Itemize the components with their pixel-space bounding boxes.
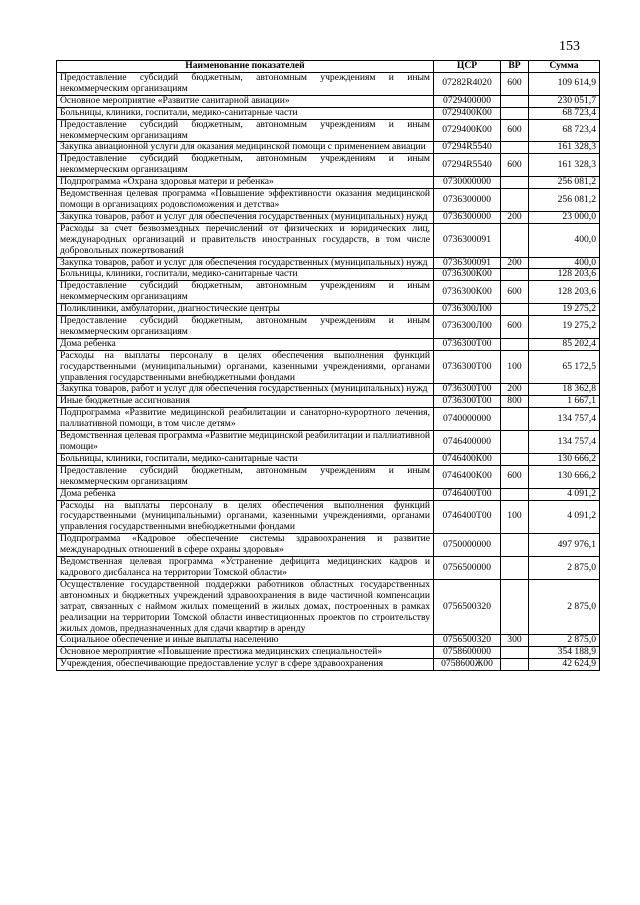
row-vr-code: [501, 304, 529, 316]
row-csr-code: 0736300Т00: [434, 350, 501, 384]
row-sum: 19 275,2: [529, 304, 600, 316]
row-name: Закупка товаров, работ и услуг для обеспечения государственных (муниципальных) нужд: [57, 384, 434, 396]
table-row: [57, 500, 600, 534]
row-name: Основное мероприятие «Развитие санитарной авиации»: [57, 95, 434, 107]
row-sum: 2 875,0: [529, 635, 600, 647]
row-vr-code: [501, 579, 529, 635]
row-csr-code: 0758600Ж00: [434, 659, 501, 671]
row-csr-code: 0758600000: [434, 647, 501, 659]
row-vr-code: 200: [501, 257, 529, 269]
row-vr-code: [501, 269, 529, 281]
table-row: [57, 154, 600, 177]
row-name: Дома ребенка: [57, 488, 434, 500]
row-name: Предоставление субсидий бюджетным, автономным учреждениям и иным некоммерческим организациям: [57, 281, 434, 304]
row-csr-code: 0750000000: [434, 534, 501, 557]
row-csr-code: 0756500320: [434, 579, 501, 635]
row-name: Больницы, клиники, госпитали, медико-санитарные части: [57, 453, 434, 465]
row-sum: 128 203,6: [529, 281, 600, 304]
table-row: [57, 304, 600, 316]
table-row: [57, 177, 600, 189]
row-csr-code: 0736300К00: [434, 269, 501, 281]
row-vr-code: [501, 431, 529, 454]
row-vr-code: [501, 557, 529, 580]
row-sum: 256 081,2: [529, 189, 600, 212]
row-csr-code: 07282R4020: [434, 73, 501, 96]
table-row: [57, 95, 600, 107]
row-csr-code: 07294R5540: [434, 142, 501, 154]
row-sum: 23 000,0: [529, 211, 600, 223]
row-name: Подпрограмма «Развитие медицинской реабилитации и санаторно-курортного лечения, паллиативной помощи, в том числе детям»: [57, 408, 434, 431]
row-sum: 161 328,3: [529, 142, 600, 154]
row-sum: 130 666,2: [529, 465, 600, 488]
row-sum: 400,0: [529, 257, 600, 269]
row-name: Предоставление субсидий бюджетным, автономным учреждениям и иным некоммерческим организациям: [57, 154, 434, 177]
row-name: Предоставление субсидий бюджетным, автономным учреждениям и иным некоммерческим организациям: [57, 465, 434, 488]
row-sum: 2 875,0: [529, 579, 600, 635]
row-name: Подпрограмма «Кадровое обеспечение системы здравоохранения и развитие международных отношений в сфере охраны здоровья»: [57, 534, 434, 557]
table-row: [57, 431, 600, 454]
row-sum: 4 091,2: [529, 500, 600, 534]
row-csr-code: 0740000000: [434, 408, 501, 431]
row-csr-code: 0730000000: [434, 177, 501, 189]
row-vr-code: [501, 338, 529, 350]
row-vr-code: 200: [501, 211, 529, 223]
row-name: Иные бюджетные ассигнования: [57, 396, 434, 408]
row-sum: 68 723,4: [529, 119, 600, 142]
row-csr-code: 0736300091: [434, 223, 501, 257]
row-vr-code: 100: [501, 500, 529, 534]
row-csr-code: 0736300Л00: [434, 304, 501, 316]
row-csr-code: 07294R5540: [434, 154, 501, 177]
row-sum: 18 362,8: [529, 384, 600, 396]
row-name: Больницы, клиники, госпитали, медико-санитарные части: [57, 107, 434, 119]
row-sum: 161 328,3: [529, 154, 600, 177]
row-sum: 256 081,2: [529, 177, 600, 189]
row-vr-code: 300: [501, 635, 529, 647]
row-csr-code: 0756500000: [434, 557, 501, 580]
row-sum: 109 614,9: [529, 73, 600, 96]
row-vr-code: 200: [501, 384, 529, 396]
row-vr-code: 600: [501, 316, 529, 339]
row-name: Закупка товаров, работ и услуг для обеспечения государственных (муниципальных) нужд: [57, 211, 434, 223]
table-row: [57, 257, 600, 269]
row-csr-code: 0746400Т00: [434, 500, 501, 534]
row-sum: 134 757,4: [529, 431, 600, 454]
row-name: Предоставление субсидий бюджетным, автономным учреждениям и иным некоммерческим организациям: [57, 316, 434, 339]
row-vr-code: 600: [501, 73, 529, 96]
row-csr-code: 0756500320: [434, 635, 501, 647]
row-vr-code: 600: [501, 281, 529, 304]
row-name: Ведомственная целевая программа «Повышение эффективности оказания медицинской помощи в организациях родовспоможения и детства»: [57, 189, 434, 212]
table-header-row: [57, 61, 600, 73]
header-csr: ЦСР: [434, 61, 501, 73]
row-vr-code: [501, 95, 529, 107]
row-sum: 130 666,2: [529, 453, 600, 465]
row-vr-code: 100: [501, 350, 529, 384]
budget-table: [56, 60, 600, 671]
row-sum: 230 051,7: [529, 95, 600, 107]
row-csr-code: 0746400Т00: [434, 488, 501, 500]
row-csr-code: 0736300К00: [434, 281, 501, 304]
table-row: [57, 281, 600, 304]
row-vr-code: [501, 453, 529, 465]
table-row: [57, 396, 600, 408]
row-name: Больницы, клиники, госпитали, медико-санитарные части: [57, 269, 434, 281]
table-row: [57, 223, 600, 257]
row-name: Предоставление субсидий бюджетным, автономным учреждениям и иным некоммерческим организациям: [57, 73, 434, 96]
table-row: [57, 142, 600, 154]
table-row: [57, 647, 600, 659]
table-body: [57, 73, 600, 671]
table-row: [57, 189, 600, 212]
row-sum: 42 624,9: [529, 659, 600, 671]
row-sum: 134 757,4: [529, 408, 600, 431]
row-vr-code: [501, 177, 529, 189]
table-row: [57, 408, 600, 431]
row-sum: 65 172,5: [529, 350, 600, 384]
row-sum: 354 188,9: [529, 647, 600, 659]
row-name: Подпрограмма «Охрана здоровья матери и ребенка»: [57, 177, 434, 189]
page-number: 153: [559, 39, 580, 54]
row-csr-code: 0736300000: [434, 211, 501, 223]
row-csr-code: 0736300Т00: [434, 396, 501, 408]
row-vr-code: [501, 189, 529, 212]
row-name: Ведомственная целевая программа «Устранение дефицита медицинских кадров и кадрового дисбаланса на территории Томской области»: [57, 557, 434, 580]
table-row: [57, 338, 600, 350]
row-csr-code: 0729400К00: [434, 119, 501, 142]
row-name: Ведомственная целевая программа «Развитие медицинской реабилитации и паллиативной помощи»: [57, 431, 434, 454]
row-vr-code: [501, 647, 529, 659]
row-name: Расходы на выплаты персоналу в целях обеспечения выполнения функций государственными (муниципальными) органами, казенными учреждениями, органами управления государственными внебюджетными фондами: [57, 350, 434, 384]
row-name: Поликлиники, амбулатории, диагностические центры: [57, 304, 434, 316]
row-csr-code: 0736300000: [434, 189, 501, 212]
row-vr-code: [501, 142, 529, 154]
row-vr-code: [501, 488, 529, 500]
table-row: [57, 453, 600, 465]
table-row: [57, 557, 600, 580]
row-name: Закупка авиационной услуги для оказания медицинской помощи с применением авиации: [57, 142, 434, 154]
row-csr-code: 0736300Т00: [434, 338, 501, 350]
row-vr-code: [501, 223, 529, 257]
row-csr-code: 0736300Л00: [434, 316, 501, 339]
row-sum: 497 976,1: [529, 534, 600, 557]
row-csr-code: 0736300Т00: [434, 384, 501, 396]
row-name: Осуществление государственной поддержки работников областных государственных автономных и бюджетных учреждений здравоохранения в виде частичной компенсации затрат, связанных с наймом жилых помещений в жилых домах, построенных в рамках реализации на территории Томской области инвестиционных проектов по строительству жилых домов, предназначенных для сдачи квартир в аренду: [57, 579, 434, 635]
row-sum: 4 091,2: [529, 488, 600, 500]
header-sum: Сумма: [529, 61, 600, 73]
row-name: Предоставление субсидий бюджетным, автономным учреждениям и иным некоммерческим организациям: [57, 119, 434, 142]
table-row: [57, 316, 600, 339]
table-row: [57, 73, 600, 96]
row-sum: 2 875,0: [529, 557, 600, 580]
row-vr-code: 600: [501, 154, 529, 177]
table-row: [57, 269, 600, 281]
header-name: Наименование показателей: [57, 61, 434, 73]
row-sum: 128 203,6: [529, 269, 600, 281]
row-sum: 400,0: [529, 223, 600, 257]
row-vr-code: [501, 659, 529, 671]
row-name: Расходы за счет безвозмездных перечислений от физических и юридических лиц, международных организаций и правительств иностранных государств, в том числе добровольных пожертвований: [57, 223, 434, 257]
row-vr-code: [501, 107, 529, 119]
row-sum: 85 202,4: [529, 338, 600, 350]
table-row: [57, 350, 600, 384]
row-name: Расходы на выплаты персоналу в целях обеспечения выполнения функций государственными (муниципальными) органами, казенными учреждениями, органами управления государственными внебюджетными фондами: [57, 500, 434, 534]
row-vr-code: [501, 408, 529, 431]
table-row: [57, 384, 600, 396]
row-name: Закупка товаров, работ и услуг для обеспечения государственных (муниципальных) нужд: [57, 257, 434, 269]
table-row: [57, 119, 600, 142]
row-csr-code: 0736300091: [434, 257, 501, 269]
table-row: [57, 635, 600, 647]
row-csr-code: 0746400К00: [434, 465, 501, 488]
row-vr-code: 600: [501, 119, 529, 142]
row-name: Социальное обеспечение и иные выплаты населению: [57, 635, 434, 647]
row-vr-code: 800: [501, 396, 529, 408]
row-csr-code: 0746400К00: [434, 453, 501, 465]
row-vr-code: 600: [501, 465, 529, 488]
table-row: [57, 211, 600, 223]
row-sum: 19 275,2: [529, 316, 600, 339]
row-name: Учреждения, обеспечивающие предоставление услуг в сфере здравоохранения: [57, 659, 434, 671]
row-name: Основное мероприятие «Повышение престижа медицинских специальностей»: [57, 647, 434, 659]
row-sum: 1 667,1: [529, 396, 600, 408]
row-vr-code: [501, 534, 529, 557]
row-csr-code: 0729400К00: [434, 107, 501, 119]
table-row: [57, 579, 600, 635]
row-sum: 68 723,4: [529, 107, 600, 119]
row-csr-code: 0729400000: [434, 95, 501, 107]
table-row: [57, 488, 600, 500]
table-row: [57, 465, 600, 488]
table-row: [57, 534, 600, 557]
row-csr-code: 0746400000: [434, 431, 501, 454]
header-vr: ВР: [501, 61, 529, 73]
table-row: [57, 659, 600, 671]
row-name: Дома ребенка: [57, 338, 434, 350]
table-row: [57, 107, 600, 119]
